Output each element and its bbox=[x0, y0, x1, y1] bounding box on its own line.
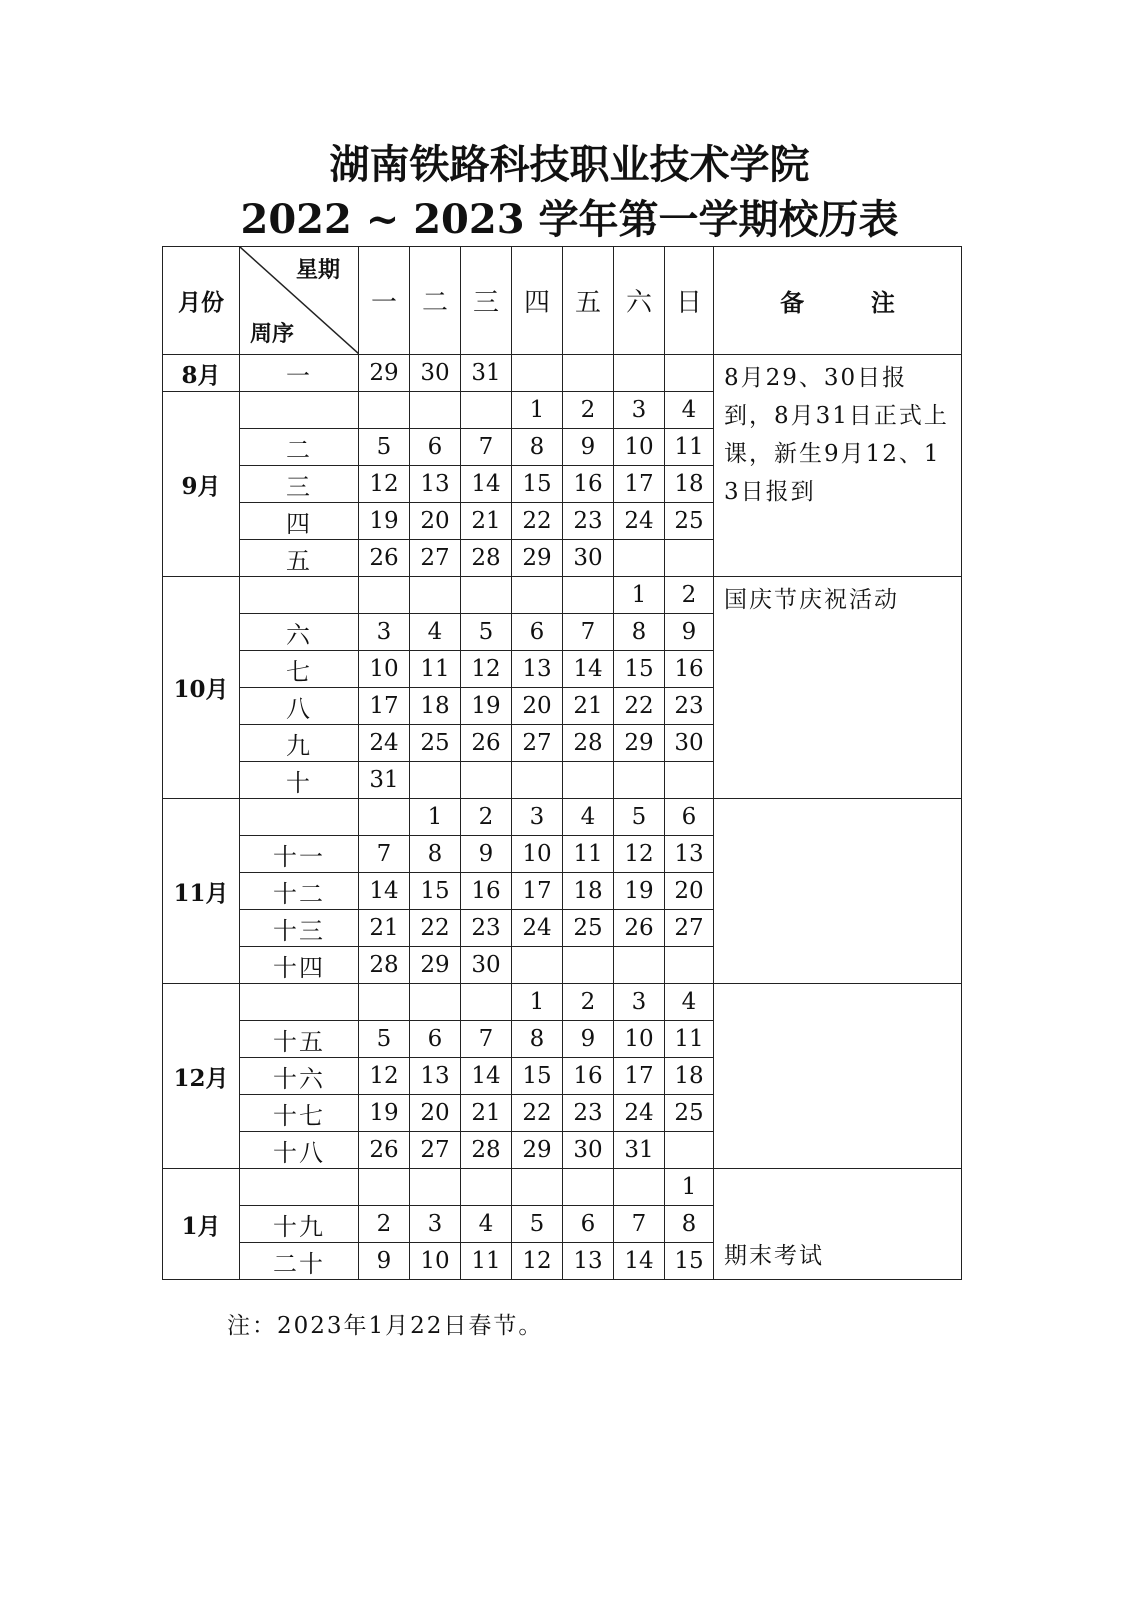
date-cell-tue: 8 bbox=[410, 836, 461, 873]
week-number-cell: 十六 bbox=[240, 1058, 359, 1095]
footnote: 注：2023年1月22日春节。 bbox=[227, 1313, 544, 1339]
date-cell-sun: 13 bbox=[665, 836, 714, 873]
diagonal-header-cell bbox=[240, 247, 359, 355]
date-cell-wed: 12 bbox=[461, 651, 512, 688]
date-cell-tue: 4 bbox=[410, 614, 461, 651]
remarks-header: 备 注 bbox=[714, 247, 962, 355]
date-cell-tue: 29 bbox=[410, 947, 461, 984]
date-cell-fri bbox=[563, 577, 614, 614]
date-cell-thu: 20 bbox=[512, 688, 563, 725]
date-cell-sat: 5 bbox=[614, 799, 665, 836]
date-cell-sat: 1 bbox=[614, 577, 665, 614]
date-cell-wed bbox=[461, 762, 512, 799]
date-cell-thu: 8 bbox=[512, 429, 563, 466]
date-cell-tue: 6 bbox=[410, 1021, 461, 1058]
date-cell-mon: 17 bbox=[359, 688, 410, 725]
month-cell: 9月 bbox=[163, 392, 240, 577]
week-number-cell bbox=[240, 799, 359, 836]
date-cell-sat bbox=[614, 540, 665, 577]
date-cell-sun bbox=[665, 540, 714, 577]
date-cell-sun: 6 bbox=[665, 799, 714, 836]
date-cell-thu: 24 bbox=[512, 910, 563, 947]
remark-cell-jan: 期末考试 bbox=[714, 1169, 962, 1280]
date-cell-sun: 2 bbox=[665, 577, 714, 614]
calendar-week-row bbox=[163, 984, 962, 1021]
date-cell-sun: 1 bbox=[665, 1169, 714, 1206]
date-cell-wed: 28 bbox=[461, 1132, 512, 1169]
date-cell-thu: 12 bbox=[512, 1243, 563, 1280]
date-cell-mon: 14 bbox=[359, 873, 410, 910]
day-header-sat: 六 bbox=[614, 247, 665, 355]
date-cell-tue bbox=[410, 984, 461, 1021]
week-number-cell: 九 bbox=[240, 725, 359, 762]
date-cell-sat: 22 bbox=[614, 688, 665, 725]
date-cell-sat: 10 bbox=[614, 429, 665, 466]
date-cell-thu: 3 bbox=[512, 799, 563, 836]
date-cell-thu: 8 bbox=[512, 1021, 563, 1058]
date-cell-sat: 31 bbox=[614, 1132, 665, 1169]
date-cell-tue bbox=[410, 577, 461, 614]
week-number-cell: 十八 bbox=[240, 1132, 359, 1169]
date-cell-sat: 24 bbox=[614, 503, 665, 540]
date-cell-sun: 27 bbox=[665, 910, 714, 947]
calendar-week-row bbox=[163, 1169, 962, 1206]
date-cell-sat: 17 bbox=[614, 1058, 665, 1095]
month-column-header: 月份 bbox=[163, 247, 240, 355]
date-cell-tue: 1 bbox=[410, 799, 461, 836]
date-cell-sun: 30 bbox=[665, 725, 714, 762]
date-cell-fri: 7 bbox=[563, 614, 614, 651]
date-cell-wed: 19 bbox=[461, 688, 512, 725]
date-cell-fri: 21 bbox=[563, 688, 614, 725]
date-cell-fri: 16 bbox=[563, 1058, 614, 1095]
date-cell-mon bbox=[359, 799, 410, 836]
date-cell-mon: 31 bbox=[359, 762, 410, 799]
date-cell-mon: 21 bbox=[359, 910, 410, 947]
date-cell-fri: 30 bbox=[563, 540, 614, 577]
date-cell-thu: 27 bbox=[512, 725, 563, 762]
week-number-cell bbox=[240, 984, 359, 1021]
date-cell-sat: 15 bbox=[614, 651, 665, 688]
date-cell-tue: 30 bbox=[410, 355, 461, 392]
date-cell-mon: 24 bbox=[359, 725, 410, 762]
date-cell-wed: 28 bbox=[461, 540, 512, 577]
date-cell-wed: 11 bbox=[461, 1243, 512, 1280]
date-cell-thu: 29 bbox=[512, 1132, 563, 1169]
date-cell-wed: 4 bbox=[461, 1206, 512, 1243]
date-cell-tue: 13 bbox=[410, 466, 461, 503]
week-number-header-label: 周序 bbox=[250, 322, 295, 347]
date-cell-wed: 5 bbox=[461, 614, 512, 651]
date-cell-sun bbox=[665, 1132, 714, 1169]
date-cell-mon: 19 bbox=[359, 503, 410, 540]
week-number-cell: 五 bbox=[240, 540, 359, 577]
remark-cell-nov bbox=[714, 799, 962, 984]
date-cell-fri: 2 bbox=[563, 984, 614, 1021]
date-cell-wed bbox=[461, 577, 512, 614]
date-cell-tue: 13 bbox=[410, 1058, 461, 1095]
date-cell-sat: 26 bbox=[614, 910, 665, 947]
date-cell-wed: 7 bbox=[461, 1021, 512, 1058]
date-cell-sat bbox=[614, 947, 665, 984]
date-cell-tue: 20 bbox=[410, 503, 461, 540]
date-cell-mon: 28 bbox=[359, 947, 410, 984]
date-cell-tue: 3 bbox=[410, 1206, 461, 1243]
date-cell-tue bbox=[410, 762, 461, 799]
week-number-cell: 四 bbox=[240, 503, 359, 540]
date-cell-sat bbox=[614, 1169, 665, 1206]
date-cell-sun bbox=[665, 355, 714, 392]
day-header-wed: 三 bbox=[461, 247, 512, 355]
date-cell-tue: 15 bbox=[410, 873, 461, 910]
date-cell-mon: 19 bbox=[359, 1095, 410, 1132]
date-cell-wed: 31 bbox=[461, 355, 512, 392]
date-cell-sun: 25 bbox=[665, 503, 714, 540]
week-number-cell: 二 bbox=[240, 429, 359, 466]
month-cell: 12月 bbox=[163, 984, 240, 1169]
date-cell-sun: 20 bbox=[665, 873, 714, 910]
date-cell-sun: 23 bbox=[665, 688, 714, 725]
date-cell-fri: 13 bbox=[563, 1243, 614, 1280]
date-cell-sat: 3 bbox=[614, 392, 665, 429]
date-cell-wed: 30 bbox=[461, 947, 512, 984]
date-cell-thu bbox=[512, 947, 563, 984]
date-cell-sun: 16 bbox=[665, 651, 714, 688]
day-header-thu: 四 bbox=[512, 247, 563, 355]
date-cell-sat: 7 bbox=[614, 1206, 665, 1243]
date-cell-mon: 5 bbox=[359, 1021, 410, 1058]
date-cell-wed bbox=[461, 1169, 512, 1206]
date-cell-wed: 2 bbox=[461, 799, 512, 836]
date-cell-thu: 1 bbox=[512, 984, 563, 1021]
date-cell-fri: 16 bbox=[563, 466, 614, 503]
date-cell-sun: 8 bbox=[665, 1206, 714, 1243]
date-cell-fri: 14 bbox=[563, 651, 614, 688]
weekday-header-label: 星期 bbox=[295, 258, 340, 283]
date-cell-thu: 6 bbox=[512, 614, 563, 651]
date-cell-thu: 1 bbox=[512, 392, 563, 429]
date-cell-sat bbox=[614, 762, 665, 799]
month-cell: 11月 bbox=[163, 799, 240, 984]
date-cell-sat: 29 bbox=[614, 725, 665, 762]
date-cell-sat: 17 bbox=[614, 466, 665, 503]
date-cell-fri bbox=[563, 355, 614, 392]
date-cell-fri: 23 bbox=[563, 503, 614, 540]
date-cell-wed: 9 bbox=[461, 836, 512, 873]
date-cell-tue: 18 bbox=[410, 688, 461, 725]
date-cell-mon bbox=[359, 1169, 410, 1206]
date-cell-thu: 22 bbox=[512, 1095, 563, 1132]
date-cell-wed bbox=[461, 984, 512, 1021]
document-title: 湖南铁路科技职业技术学院 bbox=[329, 141, 810, 188]
remark-cell-aug_sep: 8月29、30日报到，8月31日正式上课，新生9月12、13日报到 bbox=[714, 355, 962, 577]
date-cell-mon bbox=[359, 392, 410, 429]
date-cell-fri: 9 bbox=[563, 429, 614, 466]
date-cell-fri: 25 bbox=[563, 910, 614, 947]
month-cell: 8月 bbox=[163, 355, 240, 392]
week-number-cell: 十二 bbox=[240, 873, 359, 910]
week-number-cell: 十九 bbox=[240, 1206, 359, 1243]
date-cell-mon: 2 bbox=[359, 1206, 410, 1243]
week-number-cell: 十四 bbox=[240, 947, 359, 984]
date-cell-fri: 28 bbox=[563, 725, 614, 762]
date-cell-sun: 25 bbox=[665, 1095, 714, 1132]
date-cell-tue: 10 bbox=[410, 1243, 461, 1280]
week-number-cell: 十七 bbox=[240, 1095, 359, 1132]
date-cell-tue bbox=[410, 392, 461, 429]
date-cell-thu: 22 bbox=[512, 503, 563, 540]
date-cell-fri: 18 bbox=[563, 873, 614, 910]
date-cell-thu bbox=[512, 577, 563, 614]
date-cell-thu: 10 bbox=[512, 836, 563, 873]
date-cell-fri: 2 bbox=[563, 392, 614, 429]
calendar-body bbox=[163, 355, 962, 1280]
calendar-week-row bbox=[163, 799, 962, 836]
date-cell-thu: 5 bbox=[512, 1206, 563, 1243]
date-cell-fri: 6 bbox=[563, 1206, 614, 1243]
calendar-week-row bbox=[163, 355, 962, 392]
week-number-cell: 十一 bbox=[240, 836, 359, 873]
week-number-cell: 七 bbox=[240, 651, 359, 688]
date-cell-sat: 3 bbox=[614, 984, 665, 1021]
date-cell-mon bbox=[359, 984, 410, 1021]
date-cell-mon: 26 bbox=[359, 1132, 410, 1169]
week-number-cell: 八 bbox=[240, 688, 359, 725]
date-cell-wed: 23 bbox=[461, 910, 512, 947]
date-cell-wed bbox=[461, 392, 512, 429]
date-cell-fri: 23 bbox=[563, 1095, 614, 1132]
date-cell-tue: 27 bbox=[410, 1132, 461, 1169]
day-header-fri: 五 bbox=[563, 247, 614, 355]
date-cell-sun: 18 bbox=[665, 1058, 714, 1095]
date-cell-fri: 30 bbox=[563, 1132, 614, 1169]
week-number-cell: 六 bbox=[240, 614, 359, 651]
day-header-tue: 二 bbox=[410, 247, 461, 355]
week-number-cell: 十 bbox=[240, 762, 359, 799]
date-cell-fri: 11 bbox=[563, 836, 614, 873]
date-cell-fri bbox=[563, 947, 614, 984]
date-cell-sun bbox=[665, 762, 714, 799]
date-cell-sun: 18 bbox=[665, 466, 714, 503]
remark-cell-dec bbox=[714, 984, 962, 1169]
date-cell-sat bbox=[614, 355, 665, 392]
month-cell: 10月 bbox=[163, 577, 240, 799]
date-cell-mon: 26 bbox=[359, 540, 410, 577]
date-cell-mon: 3 bbox=[359, 614, 410, 651]
date-cell-tue: 22 bbox=[410, 910, 461, 947]
day-header-sun: 日 bbox=[665, 247, 714, 355]
week-number-cell: 三 bbox=[240, 466, 359, 503]
day-header-mon: 一 bbox=[359, 247, 410, 355]
date-cell-wed: 26 bbox=[461, 725, 512, 762]
date-cell-wed: 21 bbox=[461, 1095, 512, 1132]
date-cell-thu bbox=[512, 355, 563, 392]
date-cell-sun: 9 bbox=[665, 614, 714, 651]
date-cell-sun: 4 bbox=[665, 392, 714, 429]
date-cell-tue bbox=[410, 1169, 461, 1206]
date-cell-thu: 15 bbox=[512, 466, 563, 503]
date-cell-mon: 7 bbox=[359, 836, 410, 873]
date-cell-tue: 27 bbox=[410, 540, 461, 577]
date-cell-wed: 21 bbox=[461, 503, 512, 540]
date-cell-fri: 9 bbox=[563, 1021, 614, 1058]
date-cell-thu bbox=[512, 1169, 563, 1206]
date-cell-tue: 25 bbox=[410, 725, 461, 762]
date-cell-tue: 20 bbox=[410, 1095, 461, 1132]
week-number-cell bbox=[240, 577, 359, 614]
date-cell-mon: 10 bbox=[359, 651, 410, 688]
date-cell-mon bbox=[359, 577, 410, 614]
date-cell-sun: 15 bbox=[665, 1243, 714, 1280]
date-cell-mon: 5 bbox=[359, 429, 410, 466]
date-cell-wed: 16 bbox=[461, 873, 512, 910]
week-number-cell: 一 bbox=[240, 355, 359, 392]
date-cell-mon: 29 bbox=[359, 355, 410, 392]
date-cell-sat: 10 bbox=[614, 1021, 665, 1058]
date-cell-sat: 24 bbox=[614, 1095, 665, 1132]
week-number-cell: 十三 bbox=[240, 910, 359, 947]
date-cell-fri bbox=[563, 1169, 614, 1206]
week-number-cell: 十五 bbox=[240, 1021, 359, 1058]
date-cell-wed: 7 bbox=[461, 429, 512, 466]
date-cell-thu: 17 bbox=[512, 873, 563, 910]
date-cell-sat: 8 bbox=[614, 614, 665, 651]
week-number-cell bbox=[240, 1169, 359, 1206]
month-cell: 1月 bbox=[163, 1169, 240, 1280]
date-cell-sun: 11 bbox=[665, 1021, 714, 1058]
date-cell-thu: 29 bbox=[512, 540, 563, 577]
date-cell-tue: 6 bbox=[410, 429, 461, 466]
date-cell-sun bbox=[665, 947, 714, 984]
date-cell-fri bbox=[563, 762, 614, 799]
date-cell-thu bbox=[512, 762, 563, 799]
week-number-cell bbox=[240, 392, 359, 429]
week-number-cell: 二十 bbox=[240, 1243, 359, 1280]
date-cell-wed: 14 bbox=[461, 1058, 512, 1095]
date-cell-sat: 14 bbox=[614, 1243, 665, 1280]
school-calendar-table bbox=[162, 246, 962, 1280]
header-row bbox=[163, 247, 962, 355]
date-cell-sun: 11 bbox=[665, 429, 714, 466]
date-cell-sat: 12 bbox=[614, 836, 665, 873]
date-cell-fri: 4 bbox=[563, 799, 614, 836]
date-cell-mon: 9 bbox=[359, 1243, 410, 1280]
date-cell-sun: 4 bbox=[665, 984, 714, 1021]
document-subtitle: 2022 ~ 2023 学年第一学期校历表 bbox=[240, 196, 899, 243]
date-cell-mon: 12 bbox=[359, 466, 410, 503]
date-cell-mon: 12 bbox=[359, 1058, 410, 1095]
date-cell-wed: 14 bbox=[461, 466, 512, 503]
date-cell-tue: 11 bbox=[410, 651, 461, 688]
date-cell-thu: 13 bbox=[512, 651, 563, 688]
date-cell-thu: 15 bbox=[512, 1058, 563, 1095]
calendar-week-row bbox=[163, 577, 962, 614]
remark-cell-oct: 国庆节庆祝活动 bbox=[714, 577, 962, 799]
date-cell-sat: 19 bbox=[614, 873, 665, 910]
